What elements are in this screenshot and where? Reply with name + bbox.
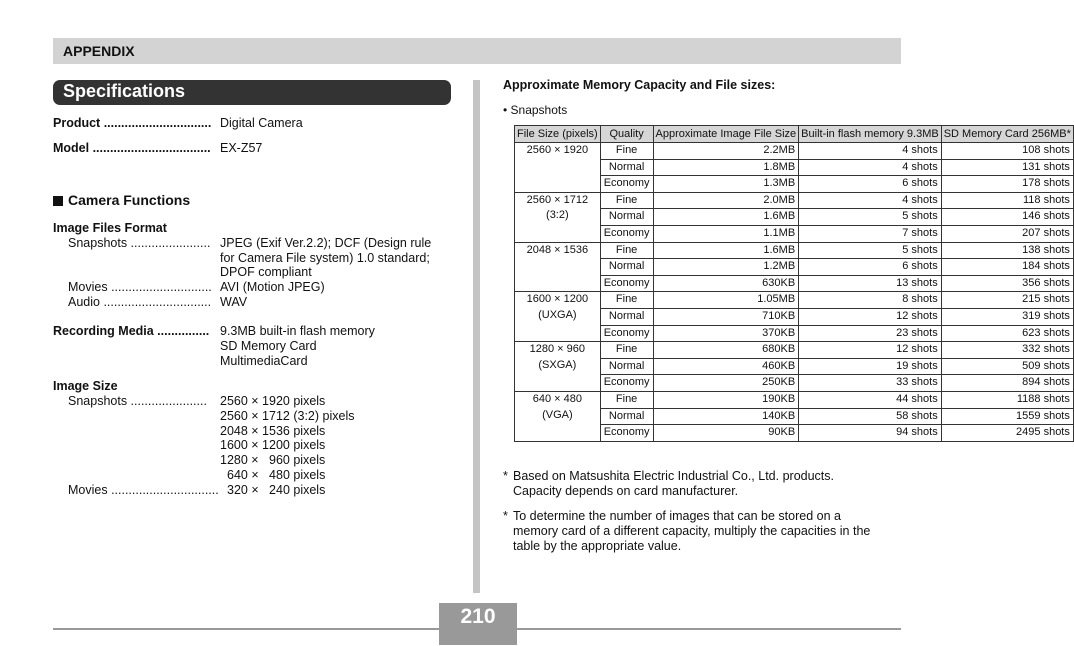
quality-cell: Normal [600, 209, 653, 226]
sd-shots-cell: 356 shots [941, 275, 1073, 292]
section-header-label: APPENDIX [63, 43, 135, 59]
quality-cell: Normal [600, 358, 653, 375]
memory-table-body [515, 143, 1074, 442]
file-size-value-cell: 680KB [653, 342, 799, 359]
snapshots-bullet: • Snapshots [503, 103, 568, 117]
snapshots-value-1: JPEG (Exif Ver.2.2); DCF (Design rule [220, 236, 432, 250]
column-header-quality: Quality [600, 126, 653, 143]
column-divider [473, 80, 480, 593]
sd-shots-cell: 509 shots [941, 358, 1073, 375]
builtin-shots-cell: 33 shots [799, 375, 942, 392]
image-size-value-3: 2048 × 1536 pixels [220, 424, 326, 438]
sd-shots-cell: 131 shots [941, 159, 1073, 176]
builtin-shots-cell: 94 shots [799, 425, 942, 442]
file-size-value-cell: 90KB [653, 425, 799, 442]
quality-cell: Economy [600, 325, 653, 342]
file-size-value-cell: 460KB [653, 358, 799, 375]
builtin-shots-cell: 6 shots [799, 259, 942, 276]
table-row [515, 192, 1074, 209]
table-row [515, 342, 1074, 359]
builtin-shots-cell: 23 shots [799, 325, 942, 342]
file-size-value-cell: 140KB [653, 408, 799, 425]
recording-media-label: Recording Media ............... [53, 324, 210, 338]
file-size-value-cell: 2.0MB [653, 192, 799, 209]
file-size-value-cell: 370KB [653, 325, 799, 342]
sd-shots-cell: 2495 shots [941, 425, 1073, 442]
quality-cell: Fine [600, 342, 653, 359]
model-value: EX-Z57 [220, 141, 263, 155]
column-header-approx-file-size: Approximate Image File Size [653, 126, 799, 143]
file-size-value-cell: 1.1MB [653, 225, 799, 242]
movies-value: AVI (Motion JPEG) [220, 280, 325, 294]
builtin-shots-cell: 4 shots [799, 192, 942, 209]
image-files-format-label: Image Files Format [53, 221, 167, 235]
footnote-2-line-3: table by the appropriate value. [513, 539, 682, 553]
section-header-bar [53, 38, 901, 64]
snapshots-value-3: DPOF compliant [220, 265, 312, 279]
sd-shots-cell: 184 shots [941, 259, 1073, 276]
image-size-snapshots-label: Snapshots ...................... [68, 394, 207, 408]
footnote-1-mark: * [503, 469, 508, 483]
quality-cell: Normal [600, 308, 653, 325]
recording-media-value-3: MultimediaCard [220, 354, 308, 368]
file-size-note: (3:2) [546, 209, 569, 222]
file-size-cell [515, 242, 601, 292]
builtin-shots-cell: 12 shots [799, 342, 942, 359]
sd-shots-cell: 623 shots [941, 325, 1073, 342]
file-size-pixels: 1280 × 960 [529, 343, 586, 356]
quality-cell: Economy [600, 225, 653, 242]
memory-capacity-table [514, 125, 1074, 442]
file-size-value-cell: 710KB [653, 308, 799, 325]
sd-shots-cell: 178 shots [941, 176, 1073, 193]
camera-functions-heading: Camera Functions [53, 192, 190, 208]
sd-shots-cell: 894 shots [941, 375, 1073, 392]
table-header-row [515, 126, 1074, 143]
file-size-value-cell: 1.05MB [653, 292, 799, 309]
footnote-2-line-1: To determine the number of images that can be stored on a [513, 509, 841, 523]
builtin-shots-cell: 8 shots [799, 292, 942, 309]
quality-cell: Economy [600, 275, 653, 292]
sd-shots-cell: 108 shots [941, 143, 1073, 160]
file-size-value-cell: 1.8MB [653, 159, 799, 176]
file-size-value-cell: 2.2MB [653, 143, 799, 160]
table-row [515, 242, 1074, 259]
file-size-value-cell: 1.6MB [653, 209, 799, 226]
image-size-value-6: 640 × 480 pixels [227, 468, 326, 482]
audio-label: Audio ............................... [68, 295, 212, 309]
table-row [515, 292, 1074, 309]
product-value: Digital Camera [220, 116, 303, 130]
footnote-2-line-2: memory card of a different capacity, multiply the capacities in the [513, 524, 871, 538]
file-size-value-cell: 630KB [653, 275, 799, 292]
quality-cell: Fine [600, 292, 653, 309]
model-label: Model .................................. [53, 141, 211, 155]
builtin-shots-cell: 44 shots [799, 391, 942, 408]
file-size-pixels: 2560 × 1712 [526, 193, 589, 206]
movies-label: Movies ............................. [68, 280, 212, 294]
sd-shots-cell: 118 shots [941, 192, 1073, 209]
column-header-builtin-memory: Built-in flash memory 9.3MB [799, 126, 942, 143]
file-size-pixels: 2048 × 1536 [526, 243, 589, 256]
sd-shots-cell: 1559 shots [941, 408, 1073, 425]
quality-cell: Economy [600, 425, 653, 442]
image-size-movies-label: Movies ............................... [68, 483, 219, 497]
footnote-1-line-1: Based on Matsushita Electric Industrial Co., Ltd. products. [513, 469, 834, 483]
quality-cell: Fine [600, 242, 653, 259]
column-header-file-size: File Size (pixels) [515, 126, 601, 143]
image-size-label: Image Size [53, 379, 118, 393]
builtin-shots-cell: 4 shots [799, 159, 942, 176]
builtin-shots-cell: 5 shots [799, 209, 942, 226]
table-row [515, 391, 1074, 408]
recording-media-value-1: 9.3MB built-in flash memory [220, 324, 375, 338]
file-size-note: (SXGA) [538, 358, 577, 371]
file-size-cell [515, 342, 601, 392]
file-size-cell [515, 192, 601, 242]
sd-shots-cell: 146 shots [941, 209, 1073, 226]
quality-cell: Fine [600, 391, 653, 408]
memory-capacity-heading: Approximate Memory Capacity and File sizes: [503, 78, 776, 92]
file-size-cell [515, 143, 601, 193]
image-size-value-4: 1600 × 1200 pixels [220, 438, 326, 452]
file-size-note: (UXGA) [538, 308, 577, 321]
page-title: Specifications [63, 81, 186, 101]
builtin-shots-cell: 19 shots [799, 358, 942, 375]
sd-shots-cell: 1188 shots [941, 391, 1073, 408]
builtin-shots-cell: 13 shots [799, 275, 942, 292]
footnote-1-line-2: Capacity depends on card manufacturer. [513, 484, 739, 498]
file-size-cell [515, 292, 601, 342]
file-size-value-cell: 1.3MB [653, 176, 799, 193]
quality-cell: Fine [600, 143, 653, 160]
builtin-shots-cell: 5 shots [799, 242, 942, 259]
column-header-sd-card: SD Memory Card 256MB* [941, 126, 1073, 143]
file-size-value-cell: 1.6MB [653, 242, 799, 259]
quality-cell: Normal [600, 159, 653, 176]
audio-value: WAV [220, 295, 248, 309]
sd-shots-cell: 215 shots [941, 292, 1073, 309]
builtin-shots-cell: 58 shots [799, 408, 942, 425]
image-size-value-2: 2560 × 1712 (3:2) pixels [220, 409, 355, 423]
file-size-note: (VGA) [542, 408, 573, 421]
page-number: 210 [460, 605, 496, 628]
sd-shots-cell: 207 shots [941, 225, 1073, 242]
builtin-shots-cell: 6 shots [799, 176, 942, 193]
image-size-value-5: 1280 × 960 pixels [220, 453, 326, 467]
quality-cell: Normal [600, 259, 653, 276]
quality-cell: Fine [600, 192, 653, 209]
recording-media-value-2: SD Memory Card [220, 339, 317, 353]
quality-cell: Normal [600, 408, 653, 425]
snapshots-value-2: for Camera File system) 1.0 standard; [220, 251, 430, 265]
builtin-shots-cell: 12 shots [799, 308, 942, 325]
file-size-value-cell: 190KB [653, 391, 799, 408]
page-title-bar [53, 80, 451, 105]
quality-cell: Economy [600, 375, 653, 392]
file-size-pixels: 640 × 480 [532, 392, 582, 405]
footnote-2-mark: * [503, 509, 508, 523]
snapshots-label: Snapshots ....................... [68, 236, 211, 250]
page-number-box [439, 603, 517, 645]
file-size-pixels: 2560 × 1920 [526, 144, 589, 156]
square-bullet-icon [53, 196, 63, 206]
sd-shots-cell: 319 shots [941, 308, 1073, 325]
image-size-movies-value: 320 × 240 pixels [227, 483, 326, 497]
file-size-pixels: 1600 × 1200 [526, 293, 589, 306]
builtin-shots-cell: 4 shots [799, 143, 942, 160]
file-size-value-cell: 250KB [653, 375, 799, 392]
builtin-shots-cell: 7 shots [799, 225, 942, 242]
file-size-value-cell: 1.2MB [653, 259, 799, 276]
image-size-value-1: 2560 × 1920 pixels [220, 394, 326, 408]
sd-shots-cell: 138 shots [941, 242, 1073, 259]
product-label: Product ............................... [53, 116, 212, 130]
sd-shots-cell: 332 shots [941, 342, 1073, 359]
file-size-cell [515, 391, 601, 441]
table-row [515, 143, 1074, 160]
quality-cell: Economy [600, 176, 653, 193]
